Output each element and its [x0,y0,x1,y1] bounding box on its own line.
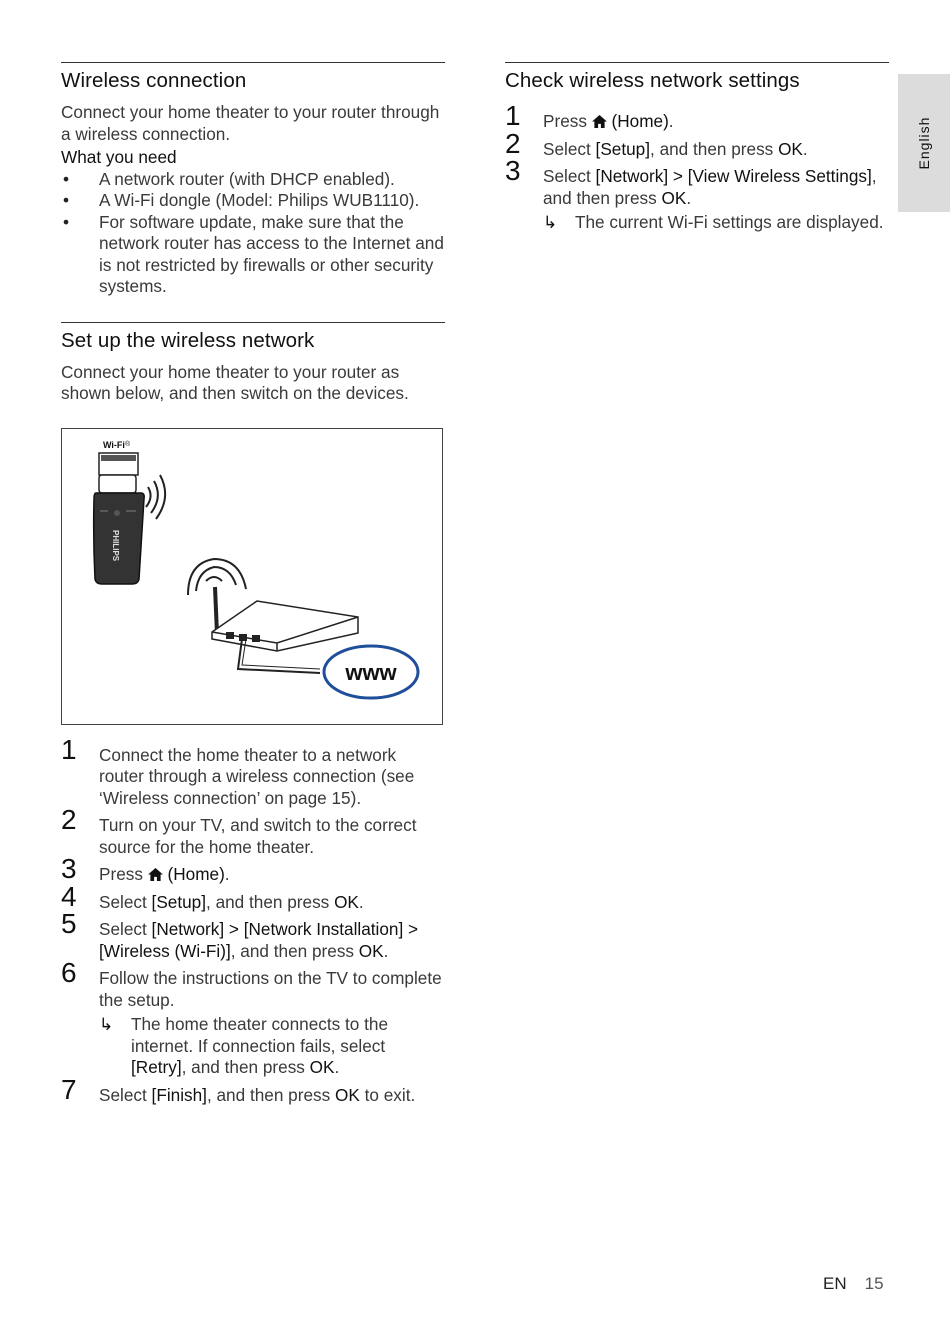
list-item: 3 Press (Home). [61,853,230,884]
left-column [61,62,445,1112]
step-number: 2 [505,127,521,159]
step-number: 5 [61,908,77,939]
result-arrow-icon: ↳ [543,212,558,232]
network-diagram [61,428,443,725]
signal-waves-icon [146,487,151,507]
list-item [61,733,445,810]
page-number: 15 [864,1274,884,1293]
check-steps [505,100,889,234]
step-number: 3 [505,155,521,186]
setup-wireless-intro: Connect your home theater to your router as shown below, and then switch on the devices. [61,361,409,403]
router-signal-icon [206,577,222,581]
language-tab [898,74,950,212]
step-result: ↳ The home theater connects to the internet. If connection fails, select [Retry], and then press OK. [99,1014,389,1077]
needs-list [61,169,445,298]
step-text: Turn on your TV, and switch to the correct source for the home theater. [99,815,417,857]
step-text: Follow the instructions on the TV to complete the setup. [99,968,442,1010]
right-column [505,62,889,240]
wireless-connection-intro: Connect your home theater to your router through a wireless connection. [61,102,440,144]
step-number: 1 [505,100,521,131]
setup-steps [61,733,445,1107]
antenna-icon [215,587,217,634]
step-number: 7 [61,1073,77,1105]
wifi-mark: ® [125,440,131,448]
www-label: www [345,659,397,685]
language-tab-label: English [916,116,932,170]
page-footer [823,1274,884,1294]
step-number: 2 [61,804,77,835]
router-icon [212,601,358,651]
wireless-connection-section [61,62,445,298]
home-icon [592,115,607,128]
setup-wireless-title: Set up the wireless network [61,328,315,352]
network-diagram-drawing [62,429,444,726]
step-number: 1 [61,733,77,765]
list-item: 2 Select [Setup], and then press OK. [505,127,808,159]
step-text: Connect the home theater to a network router through a wireless connection (see ‘Wireless connection’ on page 15). [99,744,415,808]
list-item: • For software update, make sure that the network router has access to the Internet and is not restricted by firewalls or other security systems. [61,212,445,298]
list-item: • A Wi-Fi dongle (Model: Philips WUB1110). [61,190,445,212]
what-you-need-heading: What you need [61,147,177,167]
result-arrow-icon: ↳ [99,1014,114,1034]
list-item: 5 Select [Network] > [Network Installation] > [Wireless (Wi-Fi)], and then press OK. [61,908,419,961]
setup-wireless-section [61,322,445,1107]
list-item: 7 Select [Finish], and then press OK to exit. [61,1073,416,1105]
wireless-connection-title: Wireless connection [61,69,247,92]
wifi-label: Wi-Fi [103,439,125,450]
step-number: 3 [61,853,77,884]
list-item [61,804,445,858]
check-settings-title: Check wireless network settings [505,69,800,92]
list-item: • A network router (with DHCP enabled). [61,169,445,191]
footer-language: EN [823,1274,847,1293]
step-result: ↳ The current Wi-Fi settings are displayed. [543,212,884,232]
step-number: 6 [61,957,77,988]
list-item: 4 Select [Setup], and then press OK. [61,880,364,912]
step-number: 4 [61,880,77,912]
dongle-brand: PHILIPS [111,529,120,561]
check-settings-section [505,62,889,234]
home-icon [148,868,163,881]
list-item: 3 Select [Network] > [View Wireless Settings], and then press OK. ↳ The current Wi-Fi settings are displayed. [505,166,889,234]
list-item [61,957,445,1079]
list-item: 1 Press (Home). [505,100,674,131]
